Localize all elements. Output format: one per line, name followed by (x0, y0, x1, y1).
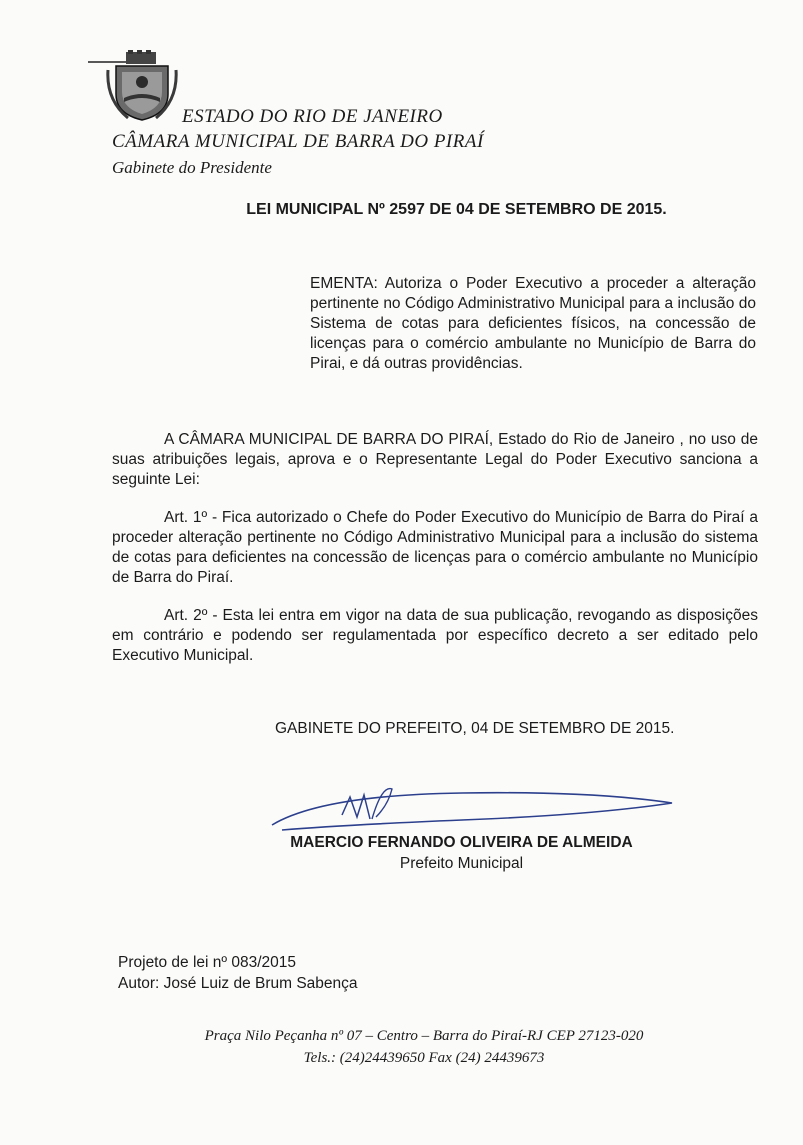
header-chamber: CÂMARA MUNICIPAL DE BARRA DO PIRAÍ (112, 131, 484, 152)
article-2-paragraph (112, 606, 758, 666)
law-title: LEI MUNICIPAL Nº 2597 DE 04 DE SETEMBRO DE 2015. (246, 201, 667, 218)
preamble-text: A CÂMARA MUNICIPAL DE BARRA DO PIRAÍ, Estado do Rio de Janeiro , no uso de suas atribuições legais, aprova e o Representante Legal do Poder Executivo sanciona a seguinte Lei: (112, 431, 758, 488)
coat-of-arms-icon (88, 50, 178, 122)
project-info (118, 952, 358, 994)
article-2-text: Art. 2º - Esta lei entra em vigor na data de sua publicação, revogando as disposições em contrário e podendo ser regulamentada por específico decreto a ser editado pelo Executivo Municipal. (112, 607, 758, 664)
signatory-role: Prefeito Municipal (399, 855, 524, 872)
article-1-text: Art. 1º - Fica autorizado o Chefe do Poder Executivo do Município de Barra do Piraí a proceder alteração pertinente no Código Administrativo Municipal para a inclusão do sistema de cotas para deficientes na concessão de licenças para o comércio ambulante no Município de Barra do Piraí. (112, 509, 758, 586)
project-number: Projeto de lei nº 083/2015 (118, 954, 297, 971)
project-author: Autor: José Luiz de Brum Sabença (118, 975, 358, 992)
header-office: Gabinete do Presidente (112, 158, 272, 177)
ementa-text: EMENTA: Autoriza o Poder Executivo a proceder a alteração pertinente no Código Administrativo Municipal para a inclusão do Sistema de cotas para deficientes físicos, na concessão de licenças para o comércio ambulante no Município de Barra do Pirai, e dá outras providências. (310, 275, 756, 372)
header-state: ESTADO DO RIO DE JANEIRO (182, 106, 443, 127)
signatory-name: MAERCIO FERNANDO OLIVEIRA DE ALMEIDA (290, 834, 633, 851)
footer-phones: Tels.: (24)24439650 Fax (24) 24439673 (303, 1050, 545, 1066)
preamble-paragraph (112, 430, 758, 490)
closing-line: GABINETE DO PREFEITO, 04 DE SETEMBRO DE 2015. (275, 720, 675, 737)
article-1-paragraph (112, 508, 758, 588)
footer-address: Praça Nilo Peçanha nº 07 – Centro – Barra do Piraí-RJ CEP 27123-020 (204, 1028, 644, 1044)
